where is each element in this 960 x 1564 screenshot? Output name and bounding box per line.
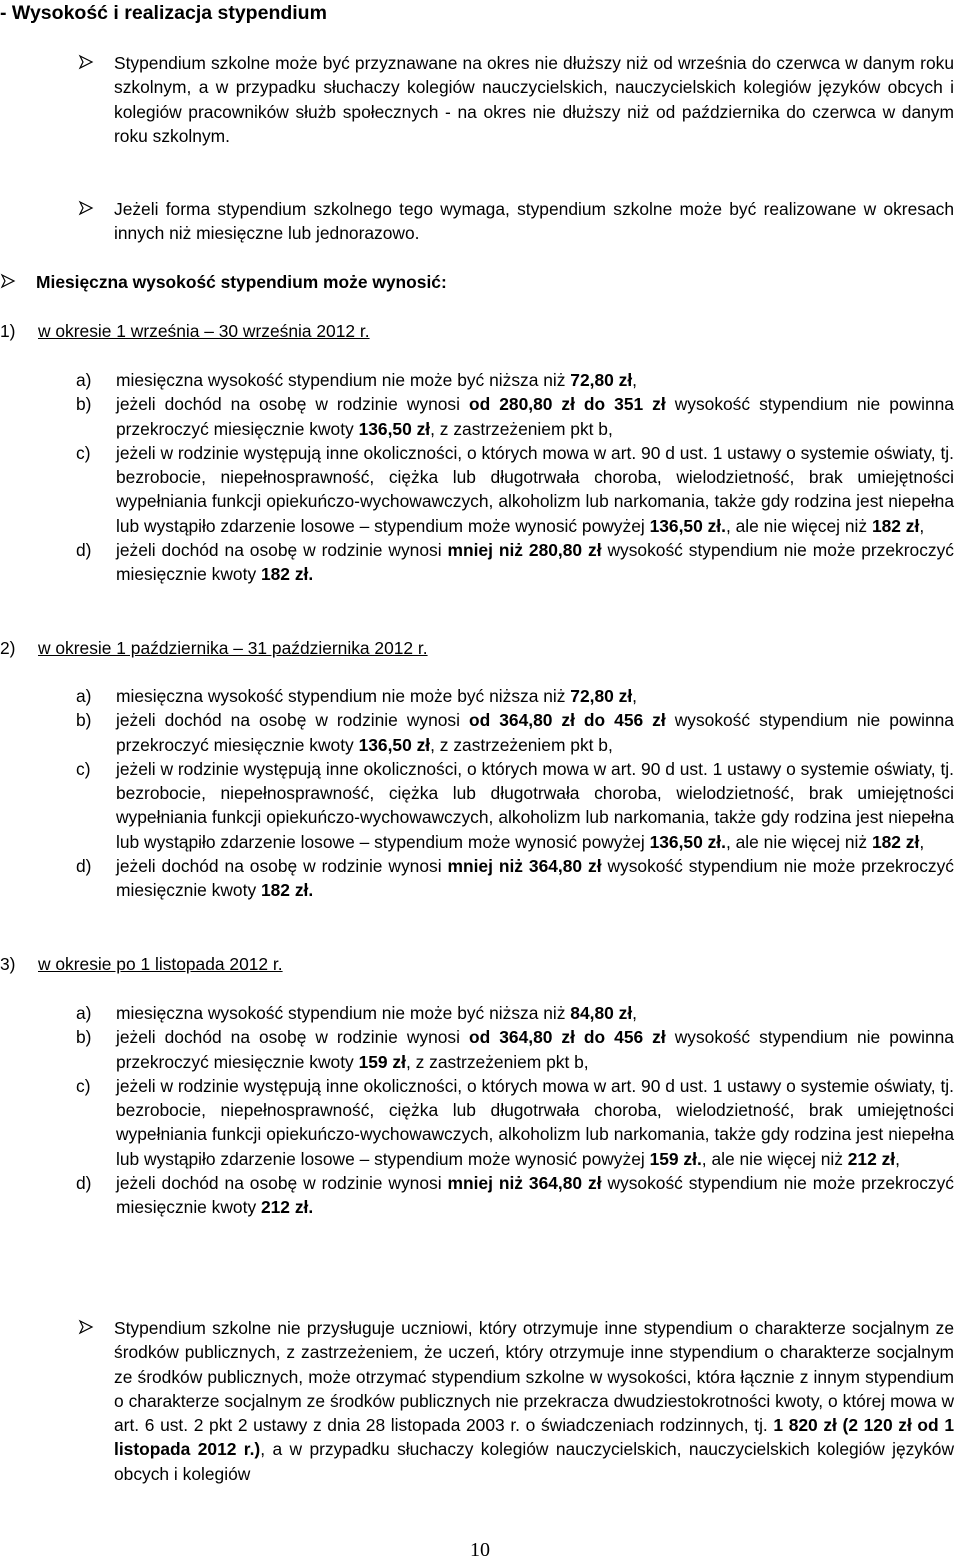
item-text — [116, 1025, 954, 1074]
bold-amount: 84,80 zł — [570, 1003, 633, 1023]
text-run: jeżeli dochód na osobę w rodzinie wynosi — [116, 710, 469, 731]
item-text — [116, 854, 954, 903]
text-run: jeżeli dochód na osobę w rodzinie wynosi — [116, 856, 448, 877]
bullet-text: Jeżeli forma stypendium szkolnego tego wymaga, stypendium szkolne może być realizowane w okresach innych niż miesięczne lub jednorazowo. — [114, 199, 954, 244]
list-item — [76, 392, 954, 441]
bold-amount: mniej niż 364,80 zł — [447, 856, 602, 877]
item-letter: c) — [76, 442, 91, 463]
arrow-bullet-icon — [78, 51, 114, 148]
text-run: , — [632, 686, 638, 706]
text-run: , ale nie więcej niż — [725, 831, 872, 852]
arrow-bullet-icon — [78, 197, 114, 246]
text-run: jeżeli dochód na osobę w rodzinie wynosi — [116, 1173, 448, 1194]
list-item — [76, 538, 954, 587]
text-run: , — [919, 515, 925, 536]
bold-amount: 182 zł — [871, 515, 920, 536]
text-run: wysokość stypendium nie może przekroczyć miesięcznie kwoty — [116, 540, 954, 585]
bullet-monthly-amount — [0, 270, 954, 294]
bullet-not-eligible — [78, 1316, 954, 1486]
list-item — [76, 368, 954, 392]
period-heading — [0, 952, 600, 976]
text-run: jeżeli w rodzinie występują inne okoliczności, o których mowa w art. 90 d ust. 1 ustawy o systemie oświaty, tj. bezrobocie, niepełnosprawność, ciężka lub długotrwała choroba, wielodzietność, brak umiejętności wypełniania funkcji opiekuńczo-wychowawczych, alkoholizm lub narkomania, także gdy rodzina jest niepełna lub wystąpiło zdarzenie losowe – stypendium może wynosić powyżej — [116, 1075, 954, 1169]
list-item — [76, 1025, 954, 1074]
bullet-text — [114, 1316, 954, 1486]
bold-amount: 212 zł. — [260, 1197, 314, 1218]
item-text — [116, 1001, 954, 1025]
bold-amount: 212 zł — [847, 1148, 896, 1169]
bold-amount: 1 820 zł (2 120 zł od 1 listopada 2012 r.) — [114, 1415, 954, 1460]
item-letter: c) — [76, 1075, 91, 1096]
bold-amount: 136,50 zł — [358, 734, 431, 755]
bullet-text: Miesięczna wysokość stypendium może wynosić: — [36, 272, 447, 292]
bullet-duration — [78, 51, 954, 148]
list-item — [76, 441, 954, 538]
item-letter: d) — [76, 856, 92, 877]
item-text — [116, 441, 954, 538]
bullet-text: Stypendium szkolne może być przyznawane na okres nie dłuższy niż od września do czerwca w danym roku szkolnym, a w przypadku słuchaczy kolegiów nauczycielskich, nauczycielskich kolegiów języków obcych i kolegiów pracowników służb społecznych - na okres nie dłuższy niż od października do czerwca w danym roku szkolnym. — [114, 53, 954, 146]
item-letter: d) — [76, 1173, 92, 1194]
item-text — [116, 538, 954, 587]
item-letter: a) — [76, 686, 92, 706]
bold-amount: 182 zł. — [260, 564, 314, 585]
period-heading — [0, 636, 600, 660]
text-run: miesięczna wysokość stypendium nie może być niższa niż — [116, 370, 571, 390]
item-text — [116, 757, 954, 854]
item-text — [116, 708, 954, 757]
bold-amount: 136,50 zł — [358, 418, 431, 439]
text-run: , ale nie więcej niż — [701, 1148, 848, 1169]
text-run: miesięczna wysokość stypendium nie może być niższa niż — [116, 1003, 571, 1023]
text-run: wysokość stypendium nie powinna przekroczyć miesięcznie kwoty — [116, 394, 954, 439]
bold-amount: 136,50 zł. — [649, 831, 726, 852]
period-label: w okresie 1 września – 30 września 2012 r. — [38, 321, 370, 341]
period-label: w okresie 1 października – 31 października 2012 r. — [38, 638, 428, 658]
bold-amount: 159 zł — [358, 1051, 406, 1072]
list-item — [76, 854, 954, 903]
bold-amount: mniej niż 364,80 zł — [447, 1173, 602, 1194]
period-number: 1) — [0, 321, 16, 341]
period-number: 3) — [0, 954, 16, 974]
section-heading: - Wysokość i realizacja stypendium — [0, 2, 327, 24]
item-text — [116, 368, 954, 392]
text-run: , — [632, 1003, 638, 1023]
text-run: jeżeli dochód na osobę w rodzinie wynosi — [116, 1027, 469, 1048]
text-run: jeżeli w rodzinie występują inne okoliczności, o których mowa w art. 90 d ust. 1 ustawy o systemie oświaty, tj. bezrobocie, niepełnosprawność, ciężka lub długotrwała choroba, wielodzietność, brak umiejętności wypełniania funkcji opiekuńczo-wychowawczych, alkoholizm lub narkomania, także gdy rodzina jest niepełna lub wystąpiło zdarzenie losowe – stypendium może wynosić powyżej — [116, 758, 954, 852]
bold-amount: 159 zł. — [649, 1148, 702, 1169]
list-item — [76, 708, 954, 757]
text-run: jeżeli dochód na osobę w rodzinie wynosi — [116, 540, 448, 561]
period-items — [76, 1001, 954, 1220]
bullet-form — [78, 197, 954, 246]
page-number: 10 — [470, 1539, 490, 1561]
text-run: , — [919, 831, 925, 852]
list-item — [76, 684, 954, 708]
item-text — [116, 392, 954, 441]
list-item — [76, 1171, 954, 1220]
text-run: jeżeli w rodzinie występują inne okoliczności, o których mowa w art. 90 d ust. 1 ustawy o systemie oświaty, tj. bezrobocie, niepełnosprawność, ciężka lub długotrwała choroba, wielodzietność, brak umiejętności wypełniania funkcji opiekuńczo-wychowawczych, alkoholizm lub narkomania, także gdy rodzina jest niepełna lub wystąpiło zdarzenie losowe – stypendium może wynosić powyżej — [116, 442, 954, 536]
item-letter: b) — [76, 394, 92, 415]
text-run: , a w przypadku słuchaczy kolegiów nauczycielskich, nauczycielskich kolegiów języków obcych i kolegiów — [114, 1439, 955, 1484]
period-heading — [0, 319, 600, 343]
item-text — [116, 1171, 954, 1220]
text-run: Stypendium szkolne nie przysługuje uczniowi, który otrzymuje inne stypendium o charakterze socjalnym ze środków publicznych, z zastrzeżeniem, że uczeń, który otrzymuje inne stypendium o charakterze socjalnym ze środków publicznych, może otrzymać stypendium szkolne w wysokości, która łącznie z innym stypendium o charakterze socjalnym ze środków publicznych nie przekracza dwudziestokrotności kwoty, o której mowa w art. 6 ust. 2 pkt 2 ustawy z dnia 28 listopada 2003 r. o świadczeniach rodzinnych, tj. — [114, 1318, 954, 1436]
bold-amount: 136,50 zł. — [649, 515, 726, 536]
bold-amount: 72,80 zł — [570, 686, 633, 706]
period-label: w okresie po 1 listopada 2012 r. — [38, 954, 283, 974]
bold-amount: 72,80 zł — [570, 370, 633, 390]
item-letter: a) — [76, 1003, 92, 1023]
item-letter: c) — [76, 758, 91, 779]
arrow-bullet-icon — [78, 1316, 114, 1486]
text-run: wysokość stypendium nie może przekroczyć miesięcznie kwoty — [116, 1173, 954, 1218]
arrow-bullet-icon — [0, 270, 36, 294]
item-text — [116, 1074, 954, 1171]
period-items — [76, 684, 954, 903]
item-letter: d) — [76, 540, 92, 561]
text-run: jeżeli dochód na osobę w rodzinie wynosi — [116, 394, 469, 415]
bold-amount: od 280,80 zł do 351 zł — [468, 394, 666, 415]
bold-amount: 182 zł — [871, 831, 920, 852]
text-run: , — [632, 370, 638, 390]
bold-amount: od 364,80 zł do 456 zł — [468, 710, 666, 731]
bold-amount: 182 zł. — [260, 880, 314, 901]
text-run: , z zastrzeżeniem pkt b, — [405, 1051, 589, 1072]
text-run: wysokość stypendium nie powinna przekroczyć miesięcznie kwoty — [116, 710, 954, 755]
text-run: miesięczna wysokość stypendium nie może być niższa niż — [116, 686, 571, 706]
bold-amount: mniej niż 280,80 zł — [447, 540, 602, 561]
text-run: wysokość stypendium nie powinna przekroczyć miesięcznie kwoty — [116, 1027, 954, 1072]
bold-amount: od 364,80 zł do 456 zł — [468, 1027, 666, 1048]
text-run: , — [895, 1148, 900, 1169]
period-number: 2) — [0, 638, 16, 658]
text-run: , z zastrzeżeniem pkt b, — [430, 418, 613, 439]
item-text — [116, 684, 954, 708]
period-items — [76, 368, 954, 587]
text-run: , z zastrzeżeniem pkt b, — [430, 734, 613, 755]
text-run: wysokość stypendium nie może przekroczyć miesięcznie kwoty — [116, 856, 954, 901]
list-item — [76, 1001, 954, 1025]
text-run: , ale nie więcej niż — [725, 515, 872, 536]
item-letter: b) — [76, 1027, 92, 1048]
list-item — [76, 757, 954, 854]
item-letter: a) — [76, 370, 92, 390]
list-item — [76, 1074, 954, 1171]
item-letter: b) — [76, 710, 92, 731]
